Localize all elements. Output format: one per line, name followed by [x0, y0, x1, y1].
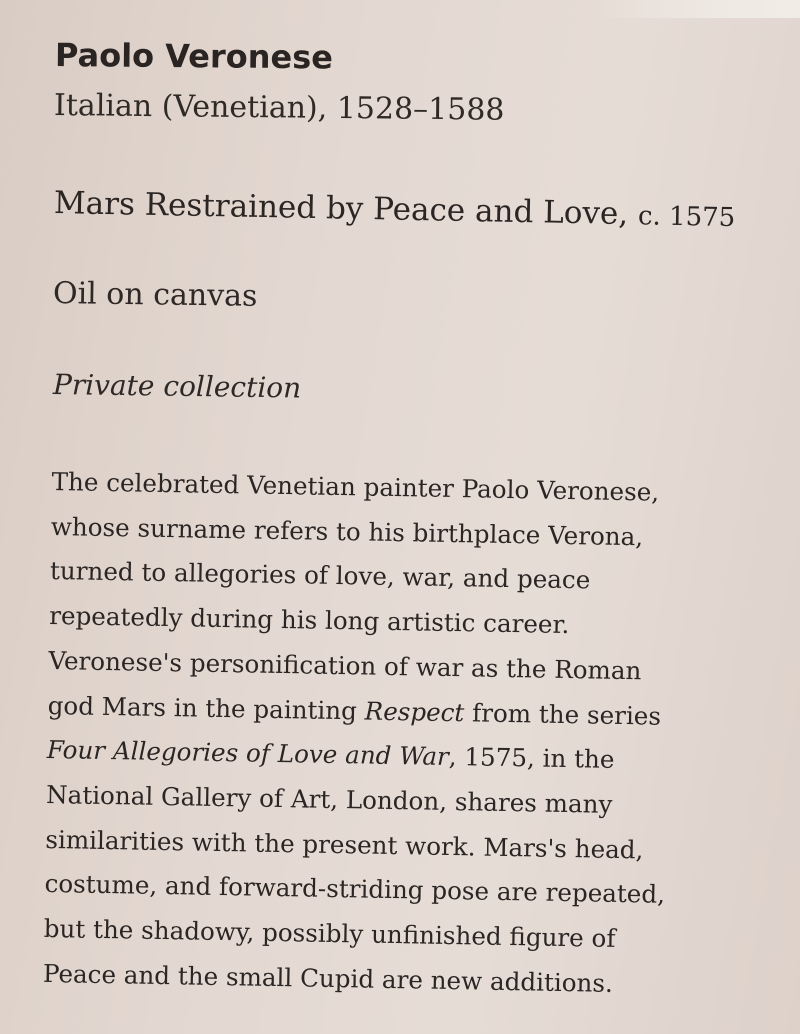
description-text: [43, 460, 673, 1007]
description-text-run: from the series: [464, 697, 662, 731]
description-line: whose surname refers to his birthplace Verona,: [50, 511, 644, 552]
artwork-medium: Oil on canvas: [52, 276, 258, 314]
artwork-date: c. 1575: [637, 201, 736, 234]
artist-nationality-dates: Italian (Venetian), 1528–1588: [53, 88, 505, 128]
description-line: Veronese's personification of war as the Roman: [48, 645, 642, 686]
description-line: The celebrated Venetian painter Paolo Veronese,: [51, 466, 660, 507]
series-title: Four Allegories of Love and War: [46, 735, 450, 772]
description-line: similarities with the present work. Mars's head,: [45, 824, 644, 865]
description-text-run: , 1575, in the: [448, 742, 615, 775]
description-line: costume, and forward-striding pose are repeated,: [44, 869, 666, 910]
description-text-run: god Mars in the painting: [47, 690, 365, 726]
description-line: turned to allegories of love, war, and peace: [49, 556, 591, 595]
description-line: repeatedly during his long artistic career.: [49, 601, 570, 640]
artwork-title: Mars Restrained by Peace and Love,: [53, 185, 629, 233]
painting-title-respect: Respect: [364, 696, 465, 727]
credit-line: Private collection: [52, 368, 302, 405]
description-line: but the shadowy, possibly unfinished figure of: [43, 913, 616, 953]
artwork-title-line: [54, 185, 736, 234]
description-line: National Gallery of Art, London, shares many: [45, 779, 613, 819]
description-line: Peace and the small Cupid are new additions.: [42, 958, 614, 998]
artist-name: Paolo Veronese: [54, 36, 334, 77]
wall-highlight: [590, 0, 800, 18]
